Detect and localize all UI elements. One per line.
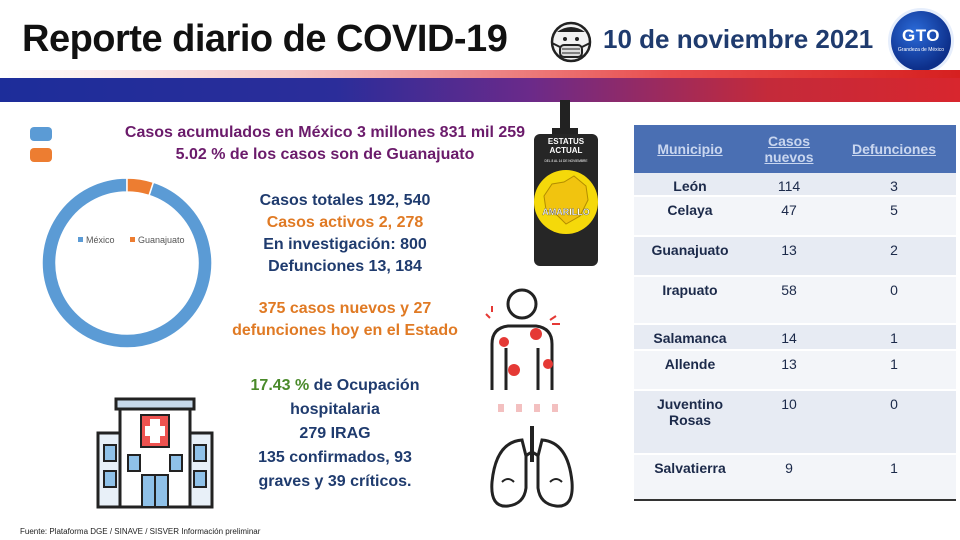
- donut-legend-marker: [130, 237, 135, 242]
- logo-subtext: Grandeza de México: [897, 47, 945, 53]
- donut-slice-guanajuato: [127, 178, 153, 196]
- table-row: [634, 277, 956, 325]
- header-stripe-top: [0, 70, 960, 78]
- status-title-2: ACTUAL: [549, 146, 583, 155]
- cell-defunciones: 1: [890, 356, 898, 372]
- cell-casos: 14: [781, 330, 797, 346]
- cell-casos: 10: [781, 396, 797, 412]
- page-title: Reporte diario de COVID-19: [22, 18, 508, 60]
- confirmed-severe: 135 confirmados, 93: [258, 449, 412, 466]
- investigation-cases: En investigación: 800: [263, 236, 427, 253]
- donut-legend-label: Guanajuato: [138, 235, 185, 245]
- table-row: [634, 173, 956, 197]
- total-deaths: Defunciones 13, 184: [268, 258, 422, 275]
- table-row: [634, 325, 956, 351]
- divider-dots: [498, 404, 558, 412]
- body-pain-icon: [484, 288, 564, 392]
- legend-swatch-guanajuato: [30, 148, 52, 162]
- report-date: 10 de noviembre 2021: [603, 24, 874, 54]
- cell-municipio: Allende: [664, 356, 716, 372]
- header-defunciones: Defunciones: [851, 141, 936, 157]
- lungs-icon: [486, 422, 578, 512]
- new-cases-today: 375 casos nuevos y 27: [258, 300, 432, 317]
- cell-municipio: Salamanca: [653, 330, 727, 346]
- table-header: [634, 125, 956, 173]
- cell-defunciones: 3: [890, 178, 898, 194]
- donut-legend-marker: [78, 237, 83, 242]
- municipality-table: [634, 125, 956, 501]
- new-deaths-today: defunciones hoy en el Estado: [232, 322, 458, 339]
- cell-defunciones: 0: [890, 396, 898, 412]
- table-row: [634, 197, 956, 237]
- hospital-icon: [92, 397, 218, 509]
- hospital-label: hospitalaria: [290, 401, 380, 418]
- cell-casos: 13: [781, 356, 797, 372]
- traffic-light-status-sign: [530, 100, 602, 268]
- table-body: [634, 173, 956, 501]
- status-date-range: DEL 8 AL 14 DE NOVIEMBRE: [544, 159, 588, 163]
- cell-casos: 114: [777, 178, 801, 194]
- cell-defunciones: 5: [890, 202, 898, 218]
- guanajuato-share-text: 5.02 % de los casos son de Guanajuato: [175, 146, 475, 163]
- critical-count: graves y 39 críticos.: [258, 473, 412, 490]
- cell-defunciones: 2: [890, 242, 898, 258]
- face-mask-icon: [548, 20, 594, 64]
- cell-casos: 58: [781, 282, 797, 298]
- source-footnote: Fuente: Plataforma DGE / SINAVE / SISVER Información preliminar: [20, 527, 261, 536]
- table-row: [634, 351, 956, 391]
- cell-casos: 9: [785, 460, 793, 476]
- donut-legend-label: México: [86, 235, 115, 245]
- donut-slice-mxico: [42, 178, 212, 348]
- header-stripe-main: [0, 78, 960, 102]
- active-cases: Casos activos 2, 278: [266, 214, 424, 231]
- status-title-1: ESTATUS: [547, 137, 585, 146]
- irag-count: 279 IRAG: [299, 425, 371, 442]
- table-row: [634, 237, 956, 277]
- total-cases: Casos totales 192, 540: [259, 192, 431, 209]
- cell-defunciones: 0: [890, 282, 898, 298]
- cell-defunciones: 1: [890, 460, 898, 476]
- cell-municipio: Guanajuato: [651, 242, 729, 258]
- cumulative-cases-text: Casos acumulados en México 3 millones 831 mil 259: [124, 124, 526, 141]
- cell-municipio: Salvatierra: [654, 460, 726, 476]
- cell-municipio: León: [673, 178, 707, 194]
- gto-logo: [891, 11, 951, 71]
- cell-municipio: Juventino Rosas: [656, 396, 724, 428]
- logo-text: GTO: [901, 26, 941, 45]
- occupancy-label: de Ocupación: [309, 377, 420, 394]
- table-row: [634, 391, 956, 455]
- occupancy-percent: 17.43 %: [250, 377, 310, 394]
- cell-defunciones: 1: [890, 330, 898, 346]
- header-casos-nuevos: Casos nuevos: [764, 133, 814, 165]
- donut-chart: [38, 174, 216, 352]
- cell-casos: 47: [781, 202, 797, 218]
- cell-casos: 13: [781, 242, 797, 258]
- cell-municipio: Celaya: [667, 202, 713, 218]
- cell-municipio: Irapuato: [662, 282, 718, 298]
- legend-swatch-mexico: [30, 127, 52, 141]
- table-row: [634, 455, 956, 501]
- status-color-label: AMARILLO: [542, 207, 590, 217]
- header-municipio: Municipio: [657, 141, 723, 157]
